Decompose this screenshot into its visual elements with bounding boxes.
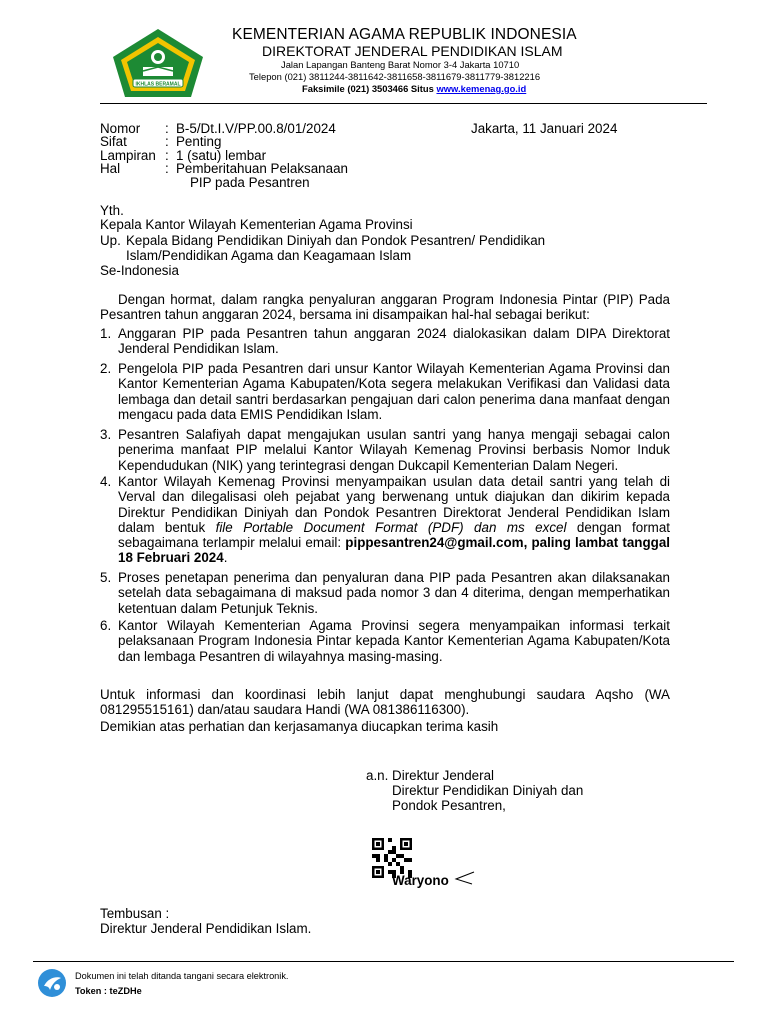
hal-value-1: Pemberitahuan Pelaksanaan: [176, 161, 348, 176]
yth: Yth.: [100, 203, 124, 218]
qr-code: [372, 838, 412, 878]
intro-paragraph: Dengan hormat, dalam rangka penyaluran anggaran Program Indonesia Pintar (PIP) Pada Pesantren tahun anggaran 2024, bersama ini disampaikan hal-hal sebagai berikut:: [100, 292, 670, 323]
ministry-name: KEMENTERIAN AGAMA REPUBLIK INDONESIA: [232, 26, 577, 43]
item-number: 1.: [100, 326, 112, 341]
colon: :: [165, 121, 169, 136]
logo-motto: IKHLAS BERAMAL: [135, 81, 181, 88]
address-line: Jalan Lapangan Banteng Barat Nomor 3-4 Jakarta 10710: [281, 59, 520, 70]
contact-paragraph: Untuk informasi dan koordinasi lebih lanjut dapat menghubungi saudara Aqsho (WA 081295515161) dan/atau saudara Handi (WA 081386116300).: [100, 687, 670, 718]
signature-scribble-icon: [452, 870, 476, 886]
cc-recipient: Direktur Jenderal Pendidikan Islam.: [100, 921, 312, 936]
colon: :: [165, 148, 169, 163]
signatory-name: Waryono: [392, 873, 449, 888]
e-signature-note: Dokumen ini telah ditanda tangani secara elektronik.: [75, 971, 289, 981]
deadline: , paling lambat tanggal 18 Februari 2024: [118, 535, 670, 566]
signature-title-1: Direktur Pendidikan Diniyah dan: [392, 783, 584, 798]
item-4-text: [118, 474, 670, 566]
item-4-part-b: dengan format sebagaimana terlampir melalui email:: [118, 519, 670, 551]
colon: :: [165, 161, 169, 176]
place-date: Jakarta, 11 Januari 2024: [471, 121, 618, 136]
kemenag-logo: [103, 27, 213, 99]
item-1-text: Anggaran PIP pada Pesantren tahun anggaran 2024 dialokasikan dalam DIPA Direktorat Jenderal Pendidikan Islam.: [118, 326, 670, 357]
signature-an: a.n. Direktur Jenderal: [366, 768, 495, 783]
recipient-line-1: Kepala Kantor Wilayah Kementerian Agama Provinsi: [100, 217, 413, 232]
footer-rule: [33, 961, 734, 962]
token: Token : teZDHe: [75, 986, 142, 996]
directorate-name: DIREKTORAT JENDERAL PENDIDIKAN ISLAM: [262, 43, 563, 59]
recipient-line-2a: Kepala Bidang Pendidikan Diniyah dan Pondok Pesantren/ Pendidikan: [126, 233, 546, 248]
item-4-part-a: Kantor Wilayah Kemenag Provinsi menyampaikan usulan data detail santri yang telah di Verval dan dilegalisasi oleh pejabat yang berwenang untuk diajukan dan dikirim kepada Direktur Pendidikan Diniyah dan Pondok Pesantren Direktorat Jenderal Pendidikan Islam dalam bentuk: [118, 474, 670, 535]
nomor-label: Nomor: [100, 121, 141, 136]
item-number: 5.: [100, 570, 112, 585]
fax-line: [302, 83, 526, 94]
nomor-value: B-5/Dt.I.V/PP.00.8/01/2024: [176, 121, 336, 136]
hal-label: Hal: [100, 161, 121, 176]
recipient-line-3: Se-Indonesia: [100, 263, 179, 278]
up-label: Up.: [100, 233, 121, 248]
item-number: 6.: [100, 618, 112, 633]
lampiran-value: 1 (satu) lembar: [176, 148, 267, 163]
item-number: 2.: [100, 361, 112, 376]
sifat-value: Penting: [176, 134, 222, 149]
letterhead-rule: [100, 103, 707, 104]
item-4-end: .: [223, 550, 228, 566]
lampiran-label: Lampiran: [100, 148, 156, 163]
colon: :: [165, 134, 169, 149]
item-number: 4.: [100, 474, 112, 489]
bsre-logo-icon: [37, 968, 67, 998]
email-address[interactable]: pippesantren24@gmail.com: [345, 535, 524, 551]
website-link[interactable]: www.kemenag.go.id: [436, 83, 527, 94]
hal-value-2: PIP pada Pesantren: [190, 175, 310, 190]
item-2-text: Pengelola PIP pada Pesantren dari unsur Kantor Wilayah Kementerian Agama Provinsi dan Kantor Kementerian Agama Kabupaten/Kota segera melakukan Verifikasi dan Validasi data lembaga dan detail santri berdasarkan pengajuan dari calon penerima dana manfaat dengan mengacu pada data EMIS Pendidikan Islam.: [118, 361, 670, 422]
item-number: 3.: [100, 427, 112, 442]
sifat-label: Sifat: [100, 134, 127, 149]
closing-line: Demikian atas perhatian dan kerjasamanya diucapkan terima kasih: [100, 719, 499, 734]
recipient-line-2b: Islam/Pendidikan Agama dan Keagamaan Islam: [126, 248, 412, 263]
item-3-text: Pesantren Salafiyah dapat mengajukan usulan santri yang hanya mengaji sebagai calon penerima manfaat PIP melalui Kantor Wilayah Kemenag Provinsi berbasis Nomor Induk Kependudukan (NIK) yang terintegrasi dengan Dukcapil Kementerian Dalam Negeri.: [118, 427, 670, 473]
item-4-italic: file Portable Document Format (PDF) dan ms excel: [215, 519, 567, 535]
signature-title-2: Pondok Pesantren,: [392, 798, 506, 813]
phone-line: Telepon (021) 3811244-3811642-3811658-3811679-3811779-3812216: [249, 71, 541, 82]
item-6-text: Kantor Wilayah Kementerian Agama Provinsi segera menyampaikan informasi terkait pelaksanaan Program Indonesia Pintar kepada Kantor Kementerian Agama Kabupaten/Kota dan lembaga Pesantren di wilayahnya masing-masing.: [118, 618, 670, 664]
cc-label: Tembusan :: [100, 906, 170, 921]
fax-text: Faksimile (021) 3503466 Situs: [302, 83, 437, 94]
item-5-text: Proses penetapan penerima dan penyaluran dana PIP pada Pesantren akan dilaksanakan setelah data sebagaimana di maksud pada nomor 3 dan 4 diterima, dengan memperhatikan ketentuan dalam Petunjuk Teknis.: [118, 570, 670, 616]
